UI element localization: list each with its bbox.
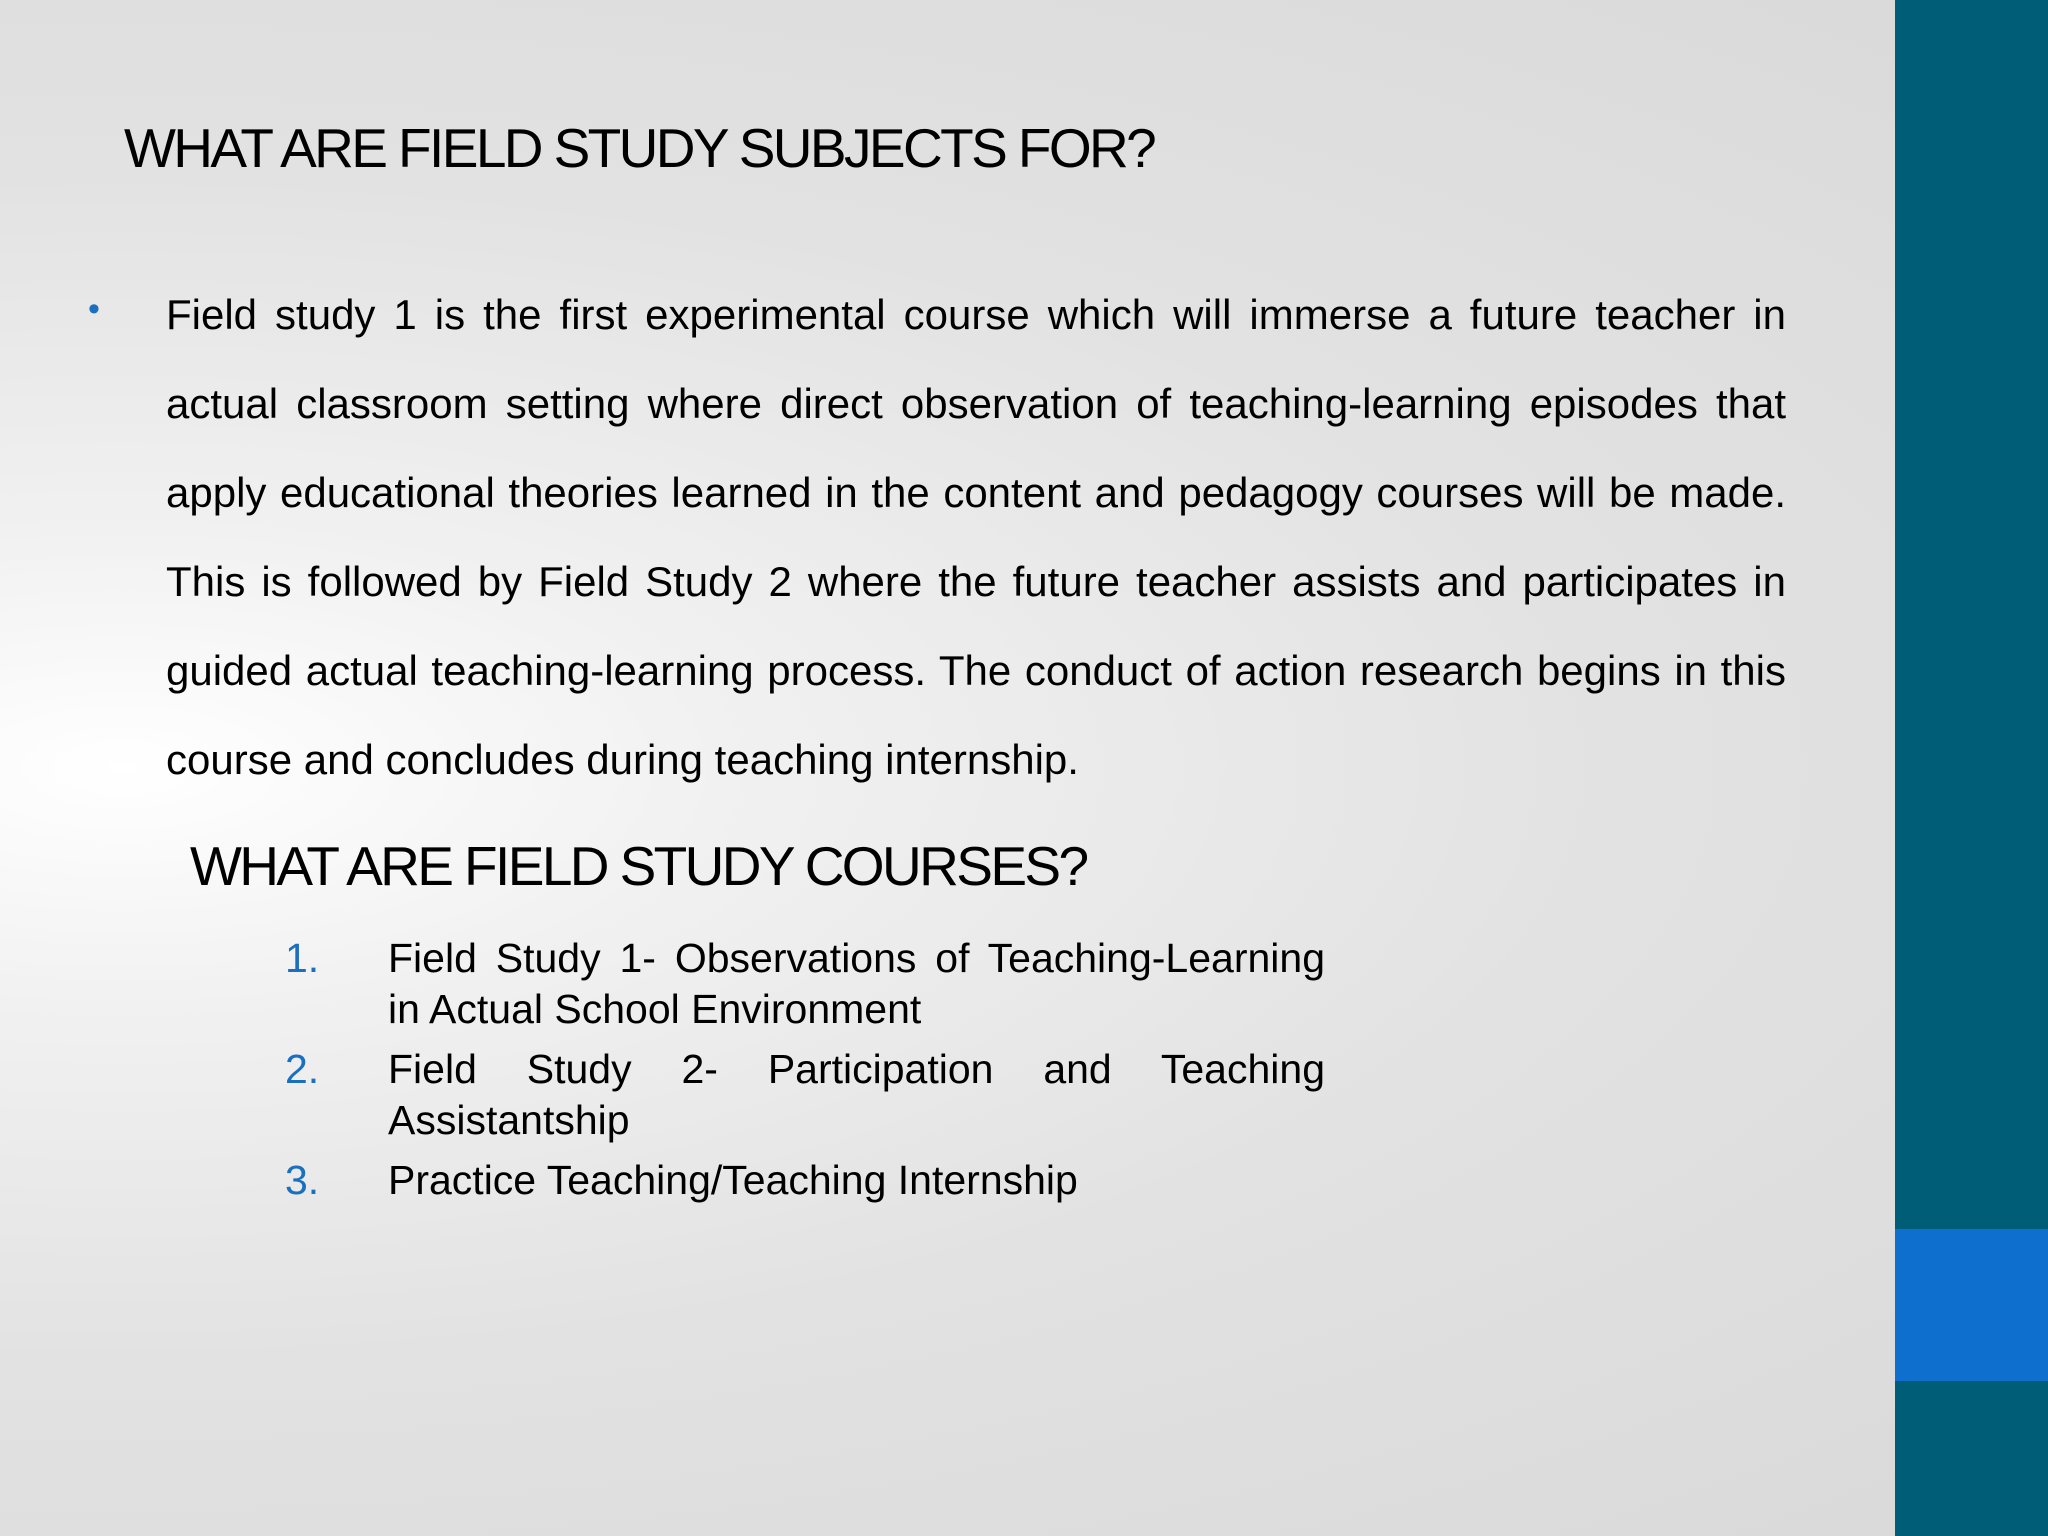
course-number: 1. (285, 935, 320, 981)
body-paragraph: Field study 1 is the first experimental course which will immerse a future teacher in actual classroom setting where direct observation of teaching-learning episodes that apply educational theories learned in the content and pedagogy courses will be made. This is followed by Field Study 2 where the future teacher assists and participates in guided actual teaching-learning process. The conduct of action research begins in this course and concludes during teaching internship. (166, 291, 1786, 783)
course-text: Field Study 1- Observations of Teaching-Learning in Actual School Environment (388, 935, 1325, 1032)
slide-title: WHAT ARE FIELD STUDY SUBJECTS FOR? (124, 117, 1155, 179)
course-text: Practice Teaching/Teaching Internship (388, 1157, 1078, 1203)
course-number: 2. (285, 1046, 320, 1092)
side-accent-block (1895, 1229, 2048, 1381)
course-item (285, 1044, 1325, 1146)
course-number: 3. (285, 1157, 320, 1203)
section-subtitle: WHAT ARE FIELD STUDY COURSES? (190, 835, 1087, 897)
bullet-marker: • (88, 290, 100, 328)
course-item (285, 1155, 1325, 1206)
course-item (285, 933, 1325, 1035)
course-text: Field Study 2- Participation and Teaching Assistantship (388, 1046, 1325, 1143)
